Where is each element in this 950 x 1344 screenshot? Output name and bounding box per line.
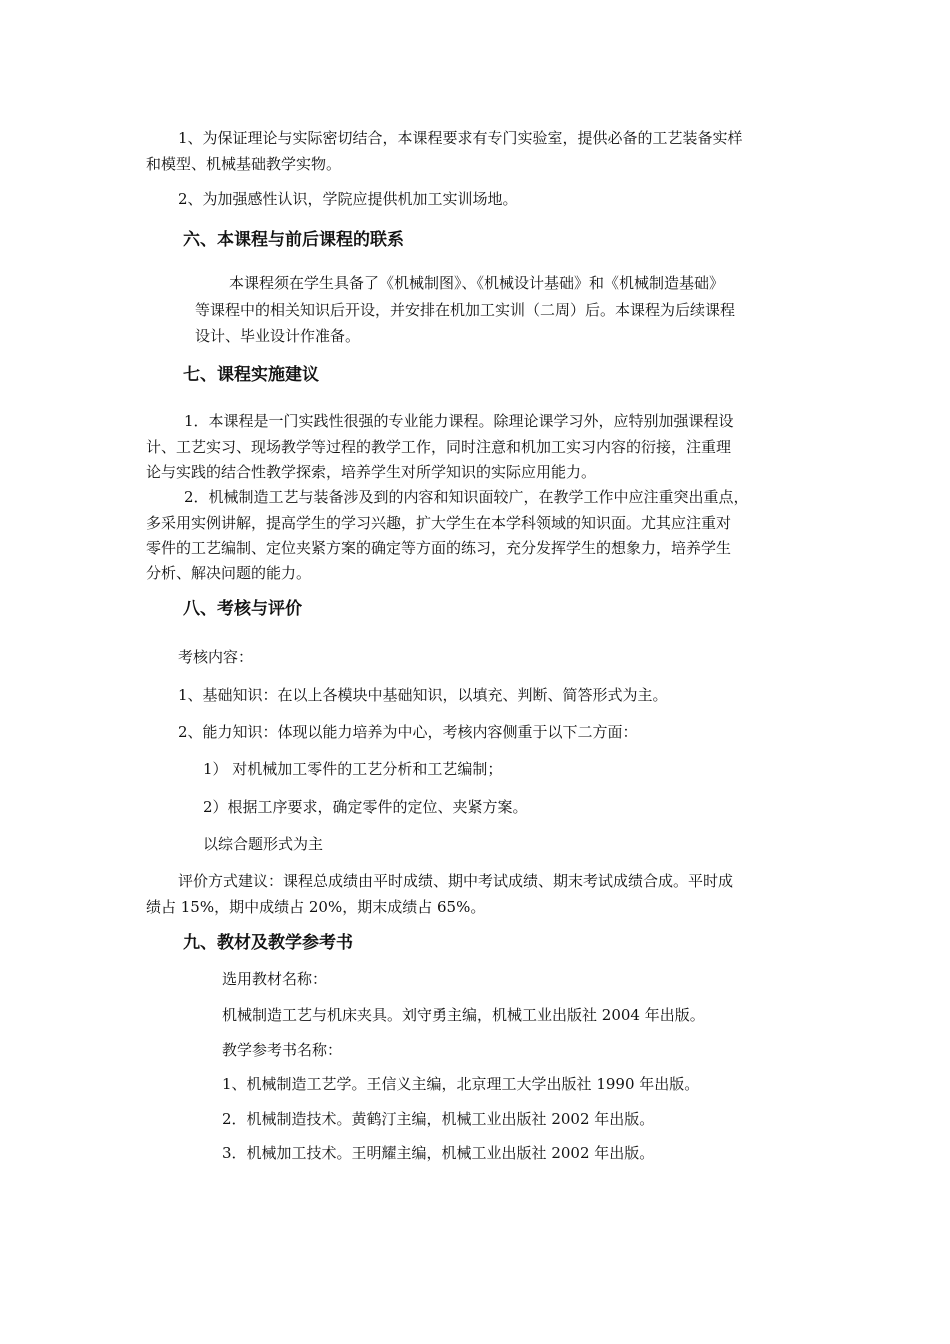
assessment-item-1: 1、基础知识：在以上各模块中基础知识，以填充、判断、简答形式为主。 (178, 686, 668, 704)
assessment-item-2: 2、能力知识：体现以能力培养为中心，考核内容侧重于以下二方面： (178, 723, 638, 741)
reference-3: 3．机械加工技术。王明耀主编，机械工业出版社 2002 年出版。 (222, 1144, 655, 1162)
references-label: 教学参考书名称： (222, 1041, 343, 1059)
section-7-para-2-line-3: 零件的工艺编制、定位夹紧方案的确定等方面的练习，充分发挥学生的想象力，培养学生 (146, 539, 732, 557)
textbook-entry: 机械制造工艺与机床夹具。刘守勇主编，机械工业出版社 2004 年出版。 (222, 1006, 705, 1024)
section-7-para-1-line-1: 1．本课程是一门实践性很强的专业能力课程。除理论课学习外，应特别加强课程设 (184, 412, 734, 430)
assessment-sub-item-2: 2）根据工序要求，确定零件的定位、夹紧方案。 (203, 798, 528, 816)
section-7-para-1-line-3: 论与实践的结合性教学探索，培养学生对所学知识的实际应用能力。 (146, 463, 597, 481)
facilities-paragraph-2: 2、为加强感性认识，学院应提供机加工实训场地。 (178, 190, 518, 208)
section-6-line-3: 设计、毕业设计作准备。 (195, 327, 361, 345)
facilities-paragraph-1-line-2: 和模型、机械基础教学实物。 (146, 155, 342, 173)
textbook-label: 选用教材名称： (222, 970, 328, 988)
reference-2: 2．机械制造技术。黄鹤汀主编，机械工业出版社 2002 年出版。 (222, 1110, 655, 1128)
section-7-para-2-line-2: 多采用实例讲解，提高学生的学习兴趣，扩大学生在本学科领域的知识面。尤其应注重对 (146, 514, 732, 532)
section-7-para-2-line-4: 分析、解决问题的能力。 (146, 564, 312, 582)
section-9-heading: 九、教材及教学参考书 (183, 933, 353, 953)
evaluation-line-2: 绩占 15%，期中成绩占 20%，期末成绩占 65%。 (146, 898, 486, 916)
section-7-para-1-line-2: 计、工艺实习、现场教学等过程的教学工作，同时注意和机加工实习内容的衍接，注重理 (146, 438, 732, 456)
assessment-sub-item-1: 1） 对机械加工零件的工艺分析和工艺编制； (203, 760, 503, 778)
section-6-heading: 六、本课程与前后课程的联系 (183, 230, 404, 250)
reference-1: 1、机械制造工艺学。王信义主编，北京理工大学出版社 1990 年出版。 (222, 1075, 700, 1093)
facilities-paragraph-1-line-1: 1、为保证理论与实际密切结合，本课程要求有专门实验室，提供必备的工艺装备实样 (178, 129, 743, 147)
assessment-content-label: 考核内容： (178, 648, 254, 666)
section-7-para-2-line-1: 2．机械制造工艺与装备涉及到的内容和知识面较广，在教学工作中应注重突出重点， (184, 488, 749, 506)
section-7-heading: 七、课程实施建议 (183, 365, 319, 385)
section-8-heading: 八、考核与评价 (183, 599, 302, 619)
evaluation-line-1: 评价方式建议：课程总成绩由平时成绩、期中考试成绩、期末考试成绩合成。平时成 (178, 872, 734, 890)
section-6-line-2: 等课程中的相关知识后开设，并安排在机加工实训（二周）后。本课程为后续课程 (195, 301, 736, 319)
assessment-sub-item-3: 以综合题形式为主 (203, 835, 324, 853)
section-6-line-1: 本课程须在学生具备了《机械制图》、《机械设计基础》和《机械制造基础》 (229, 274, 725, 292)
